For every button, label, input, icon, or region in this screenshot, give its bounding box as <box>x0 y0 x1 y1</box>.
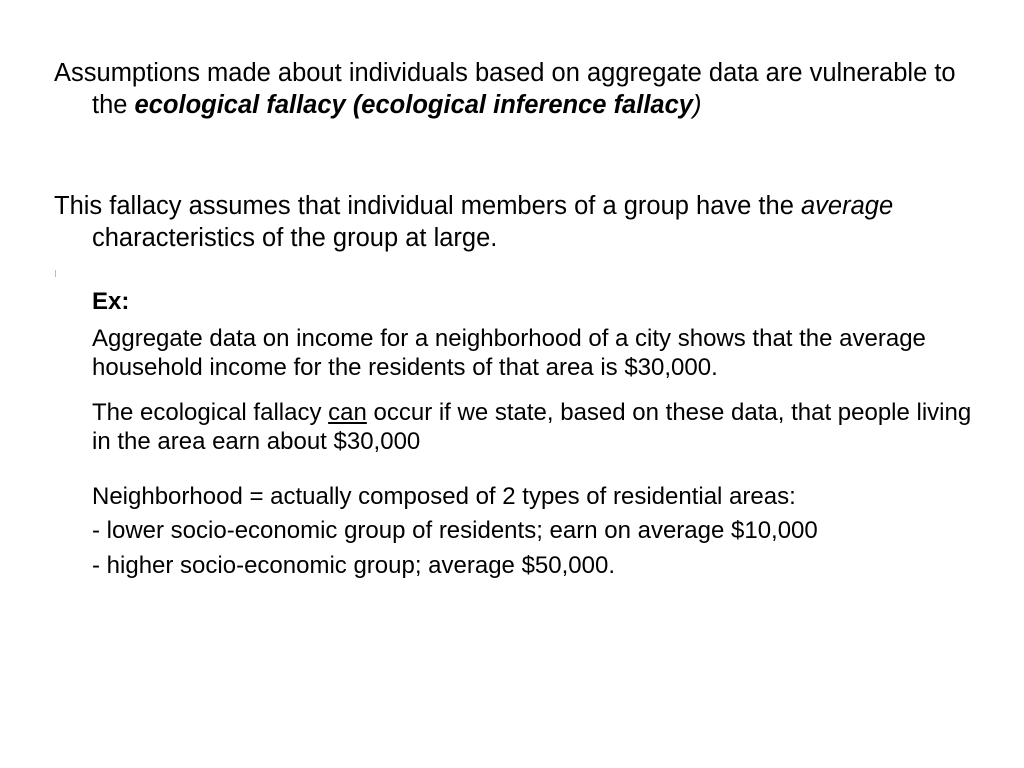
intro-text: Assumptions made about individuals based on aggregate data are vulnerable to the <box>54 59 956 119</box>
example-aggregate-income: Aggregate data on income for a neighborhood of a city shows that the average household income for the residents of that area is $30,000. <box>92 325 926 381</box>
paragraph-ecological-fallacy-intro <box>54 57 992 121</box>
lower-group-item: - lower socio-economic group of residents; earn on average $10,000 <box>92 517 818 544</box>
neighborhood-composition: Neighborhood = actually composed of 2 types of residential areas: <box>92 483 796 510</box>
example-fallacy-statement <box>92 398 992 456</box>
paragraph-fallacy-definition <box>54 190 1022 254</box>
example-label: Ex: <box>92 288 130 315</box>
fallacy-statement-b: occur if we state, based on these data, that people living in the area earn about $30,000 <box>92 399 972 455</box>
definition-text-a: This fallacy assumes that individual members of a group have the <box>54 192 801 220</box>
bullet-marker <box>55 270 56 277</box>
fallacy-statement-a: The ecological fallacy <box>92 399 329 426</box>
can-underlined: can <box>328 399 367 426</box>
ecological-fallacy-term: ecological fallacy (ecological inference fallacy <box>134 91 693 119</box>
average-term: average <box>800 192 894 220</box>
definition-text-b: characteristics of the group at large. <box>92 224 498 252</box>
higher-group-item: - higher socio-economic group; average $50,000. <box>92 552 615 579</box>
closing-paren: ) <box>692 91 702 119</box>
